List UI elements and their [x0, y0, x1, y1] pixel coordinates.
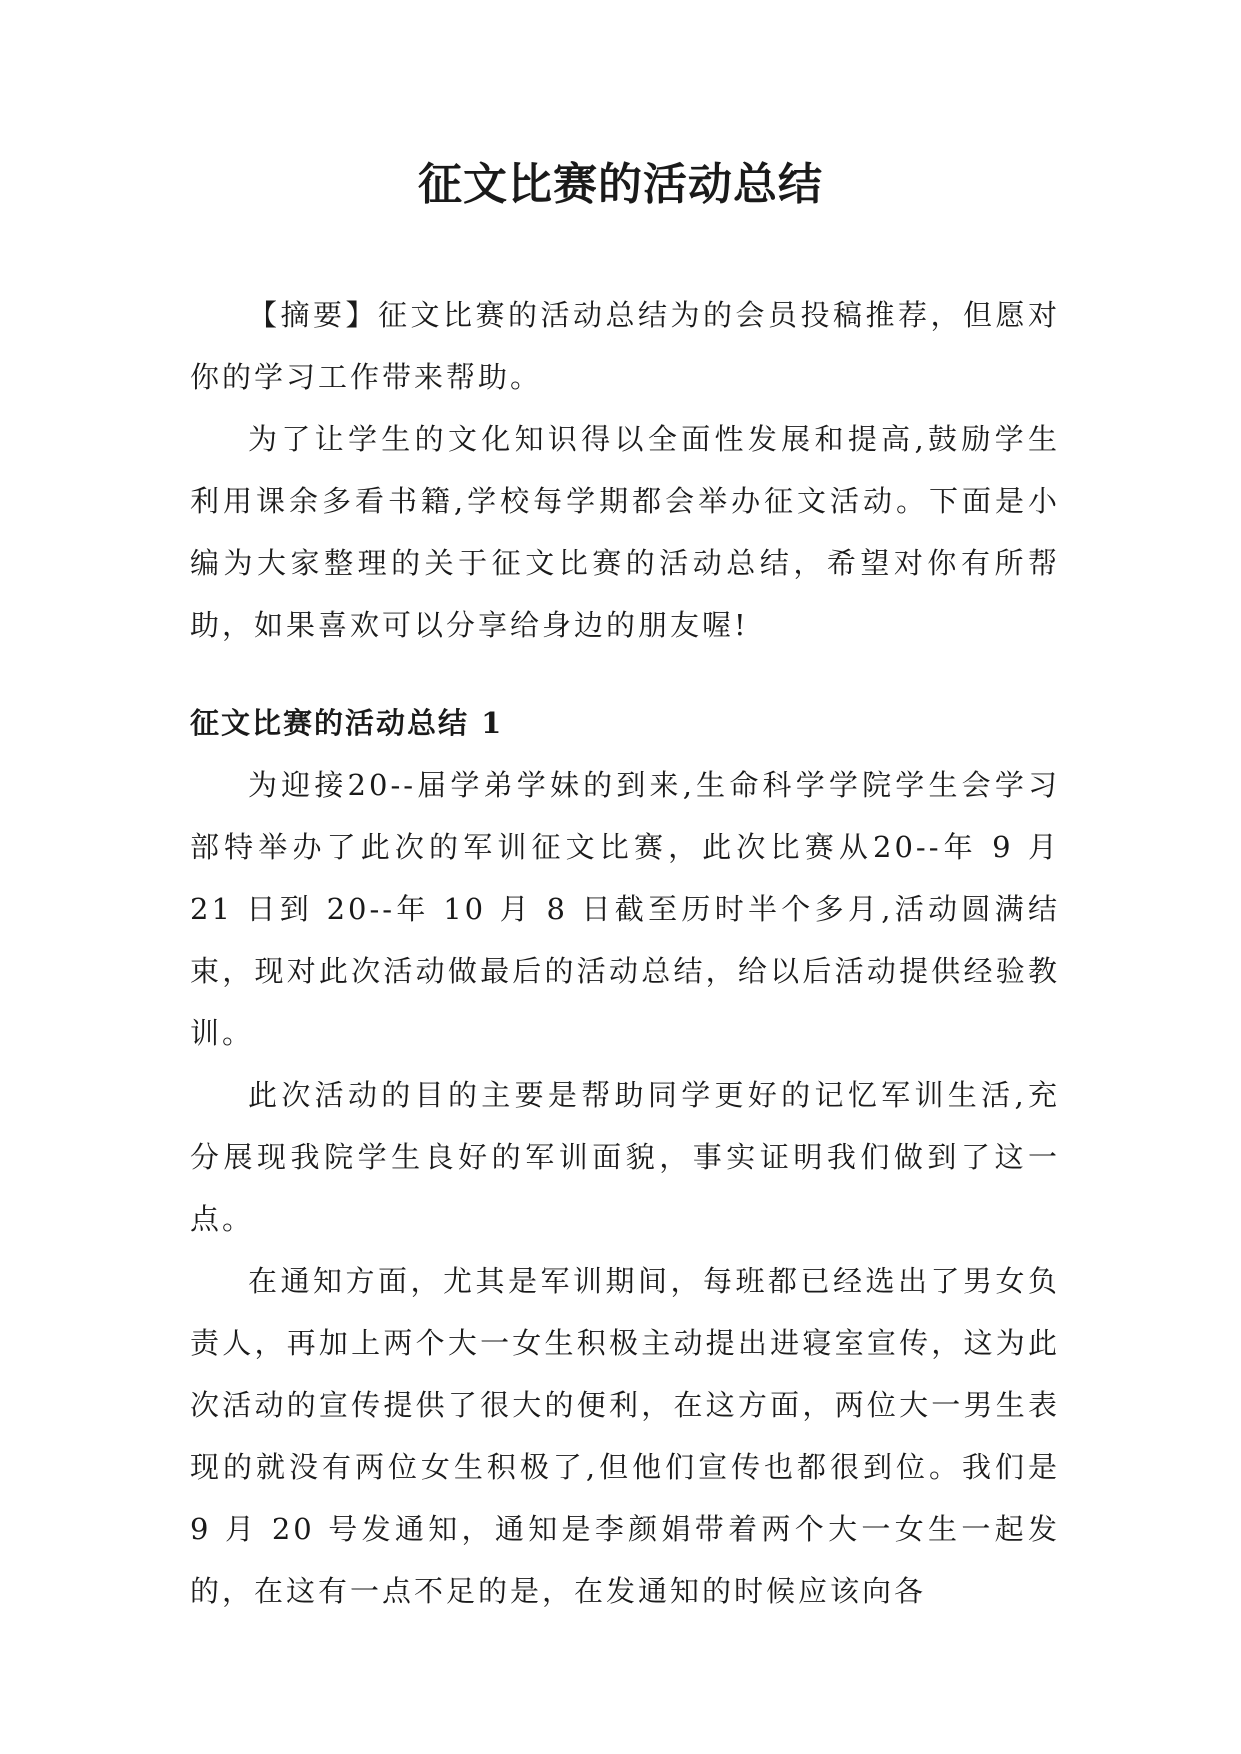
document-title: 征文比赛的活动总结: [418, 159, 823, 210]
body-paragraph: 为迎接20--届学弟学妹的到来,生命科学学院学生会学习部特举办了此次的军训征文比赛，此次比赛从20--年 9 月 21 日到 20--年 10 月 8 日截至历时半个多月,活动圆满结束，现对此次活动做最后的活动总结，给以后活动提供经验教训。: [190, 768, 1060, 1050]
abstract-paragraph: 【摘要】征文比赛的活动总结为的会员投稿推荐，但愿对你的学习工作带来帮助。: [190, 298, 1060, 394]
section-heading: 征文比赛的活动总结 1: [190, 706, 504, 740]
body-paragraph: 在通知方面，尤其是军训期间，每班都已经选出了男女负责人，再加上两个大一女生积极主动提出进寝室宣传，这为此次活动的宣传提供了很大的便利，在这方面，两位大一男生表现的就没有两位女生积极了,但他们宣传也都很到位。我们是 9 月 20 号发通知，通知是李颜娟带着两个大一女生一起发的，在这有一点不足的是，在发通知的时候应该向各: [190, 1264, 1060, 1608]
body-paragraph: 此次活动的目的主要是帮助同学更好的记忆军训生活,充分展现我院学生良好的军训面貌，事实证明我们做到了这一点。: [190, 1078, 1060, 1236]
section-body: [190, 754, 1060, 1622]
intro-paragraph: 为了让学生的文化知识得以全面性发展和提高,鼓励学生利用课余多看书籍,学校每学期都会举办征文活动。下面是小编为大家整理的关于征文比赛的活动总结，希望对你有所帮助，如果喜欢可以分享给身边的朋友喔!: [190, 422, 1060, 642]
intro-section: [190, 284, 1060, 656]
